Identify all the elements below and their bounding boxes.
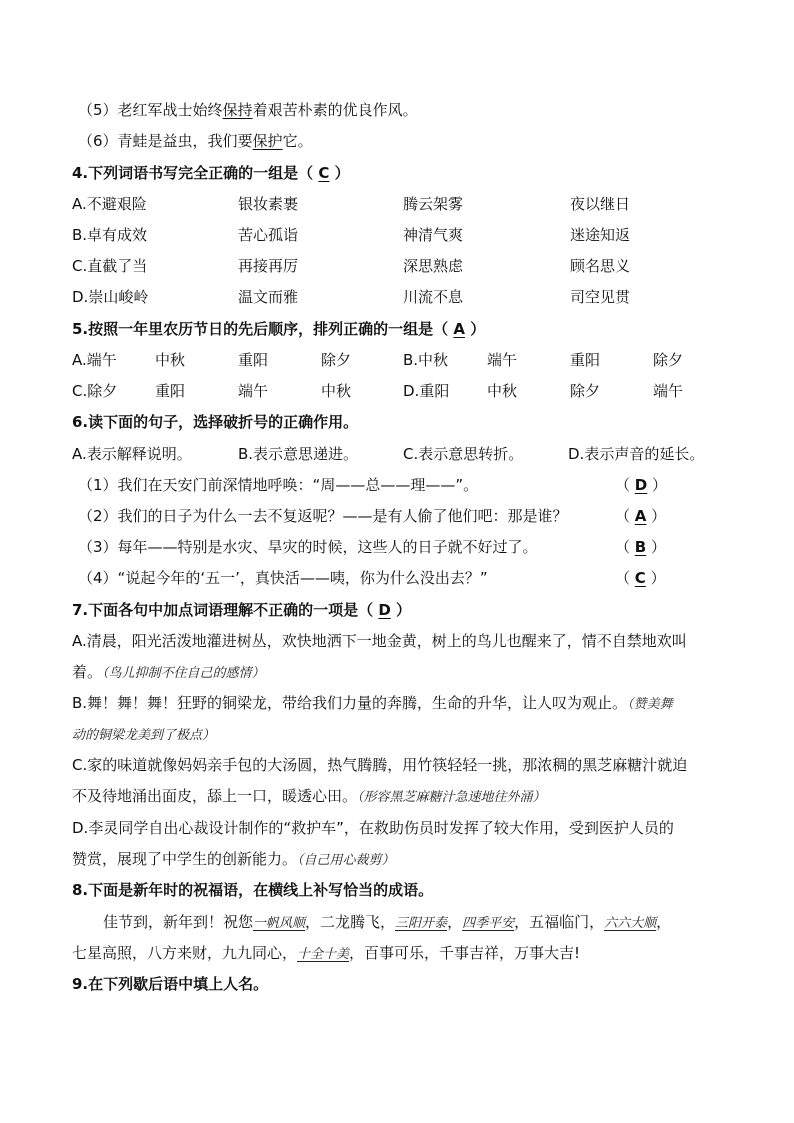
fill-blank: 六六大顺 xyxy=(604,916,657,931)
option-cell: 重阳 xyxy=(155,382,186,400)
option-cell: C.表示意思转折。 xyxy=(403,445,524,463)
fill-blank: 十全十美 xyxy=(297,947,350,962)
option-cell: A.端午 xyxy=(72,351,117,369)
option-cell: A.不避艰险 xyxy=(72,195,147,213)
question-7-stem: 7.下面各句中加点词语理解不正确的一项是（ D ） xyxy=(72,601,412,619)
handwritten-note: （形容黑芝麻糖汁急速地往外涌） xyxy=(357,790,546,805)
q7-option-c-line1: C.家的味道就像妈妈亲手包的大汤圆，热气腾腾，用竹筷轻轻一挑，那浓稠的黑芝麻糖汁就迫 xyxy=(72,756,688,774)
option-cell: D.表示声音的延长。 xyxy=(568,445,705,463)
option-cell: 温文而雅 xyxy=(238,288,299,306)
q6-item-3: （3）每年——特别是水灾、旱灾的时候，这些人的日子就不好过了。 xyxy=(78,538,538,556)
option-cell: D.崇山峻岭 xyxy=(72,288,149,306)
q7-option-d-line2: 赞赏，展现了中学生的创新能力。（自己用心裁剪） xyxy=(72,850,395,868)
q7-option-a-line2: 着。（鸟儿抑制不住自己的感情） xyxy=(72,663,265,681)
option-cell: C.直截了当 xyxy=(72,257,148,275)
option-cell: 端午 xyxy=(487,351,518,369)
q7-option-a-line1: A.清晨，阳光活泼地灌进树丛，欢快地洒下一地金黄，树上的鸟儿也醒来了，情不自禁地欢叫 xyxy=(72,632,687,650)
option-cell: 司空见贯 xyxy=(570,288,631,306)
sentence-6: （6）青蛙是益虫，我们要保护它。 xyxy=(78,132,313,150)
q6-answer-2: （ A ） xyxy=(615,507,667,525)
q6-answer-1: （ D ） xyxy=(615,476,668,494)
option-cell: 中秋 xyxy=(487,382,518,400)
option-cell: 夜以继日 xyxy=(570,195,631,213)
option-cell: A.表示解释说明。 xyxy=(72,445,192,463)
option-cell: 苦心孤诣 xyxy=(238,226,299,244)
option-cell: 迷途知返 xyxy=(570,226,631,244)
handwritten-note: （赞美舞 xyxy=(627,697,673,712)
option-cell: B.卓有成效 xyxy=(72,226,148,244)
fill-blank: 四季平安 xyxy=(462,916,515,931)
q7-option-b-line1: B.舞！舞！舞！狂野的铜梁龙，带给我们力量的奔腾，生命的升华，让人叹为观止。（赞美舞 xyxy=(72,694,673,712)
underlined-word: 保护 xyxy=(252,132,283,150)
option-cell: 除夕 xyxy=(570,382,601,400)
handwritten-note: 动的铜梁龙美到了极点） xyxy=(72,728,216,743)
answer: A xyxy=(453,320,465,338)
option-cell: 银妆素裹 xyxy=(238,195,299,213)
answer: D xyxy=(378,601,391,619)
answer: D xyxy=(634,476,648,494)
option-cell: 腾云架雾 xyxy=(403,195,464,213)
option-cell: D.重阳 xyxy=(403,382,450,400)
option-cell: 端午 xyxy=(653,382,684,400)
option-cell: C.除夕 xyxy=(72,382,118,400)
option-cell: 川流不息 xyxy=(403,288,464,306)
question-4-stem: 4.下列词语书写完全正确的一组是（ C ） xyxy=(72,164,350,182)
question-5-stem: 5.按照一年里农历节日的先后顺序，排列正确的一组是（ A ） xyxy=(72,320,486,338)
answer: A xyxy=(634,507,647,525)
option-cell: 顾名思义 xyxy=(570,257,631,275)
answer: C xyxy=(634,569,646,587)
option-cell: 除夕 xyxy=(653,351,684,369)
handwritten-note: （自己用心裁剪） xyxy=(297,853,395,868)
option-cell: B.表示意思递进。 xyxy=(238,445,359,463)
option-cell: 再接再厉 xyxy=(238,257,299,275)
q7-option-c-line2: 不及待地涌出面皮，舔上一口，暖透心田。（形容黑芝麻糖汁急速地往外涌） xyxy=(72,787,546,805)
option-cell: 端午 xyxy=(238,382,269,400)
q6-item-4: （4）“说起今年的‘五一’，真快活——咦，你为什么没出去？” xyxy=(78,569,488,587)
q7-option-d-line1: D.李灵同学自出心裁设计制作的“救护车”，在救助伤员时发挥了较大作用，受到医护人员的 xyxy=(72,819,674,837)
answer: C xyxy=(318,164,330,182)
sentence-5: （5）老红军战士始终保持着艰苦朴素的优良作风。 xyxy=(78,101,418,119)
fill-blank: 三阳开泰 xyxy=(395,916,448,931)
option-cell: 神清气爽 xyxy=(403,226,464,244)
fill-blank: 一帆风顺 xyxy=(253,916,306,931)
option-cell: B.中秋 xyxy=(403,351,449,369)
question-6-stem: 6.读下面的句子，选择破折号的正确作用。 xyxy=(72,413,359,431)
option-cell: 除夕 xyxy=(321,351,352,369)
question-8-stem: 8.下面是新年时的祝福语，在横线上补写恰当的成语。 xyxy=(72,881,434,899)
option-cell: 深思熟虑 xyxy=(403,257,464,275)
answer: B xyxy=(634,538,647,556)
option-cell: 重阳 xyxy=(570,351,601,369)
underlined-word: 保持 xyxy=(222,101,253,119)
q7-option-b-line2 xyxy=(72,724,215,746)
q8-paragraph-line1: 佳节到，新年到！祝您一帆风顺，二龙腾飞，三阳开泰，四季平安，五福临门，六六大顺， xyxy=(103,913,672,931)
q6-item-2: （2）我们的日子为什么一去不复返呢？——是有人偷了他们吧：那是谁？ xyxy=(78,507,568,525)
handwritten-note: （鸟儿抑制不住自己的感情） xyxy=(102,666,265,681)
option-cell: 重阳 xyxy=(238,351,269,369)
option-cell: 中秋 xyxy=(155,351,186,369)
q6-item-1: （1）我们在天安门前深情地呼唤：“周——总——理——”。 xyxy=(78,476,479,494)
q6-answer-4: （ C ） xyxy=(615,569,666,587)
q8-paragraph-line2: 七星高照，八方来财，九九同心，十全十美，百事可乐，千事吉祥，万事大吉! xyxy=(72,944,581,962)
option-cell: 中秋 xyxy=(321,382,352,400)
question-9-stem: 9.在下列歇后语中填上人名。 xyxy=(72,975,269,993)
q6-answer-3: （ B ） xyxy=(615,538,666,556)
